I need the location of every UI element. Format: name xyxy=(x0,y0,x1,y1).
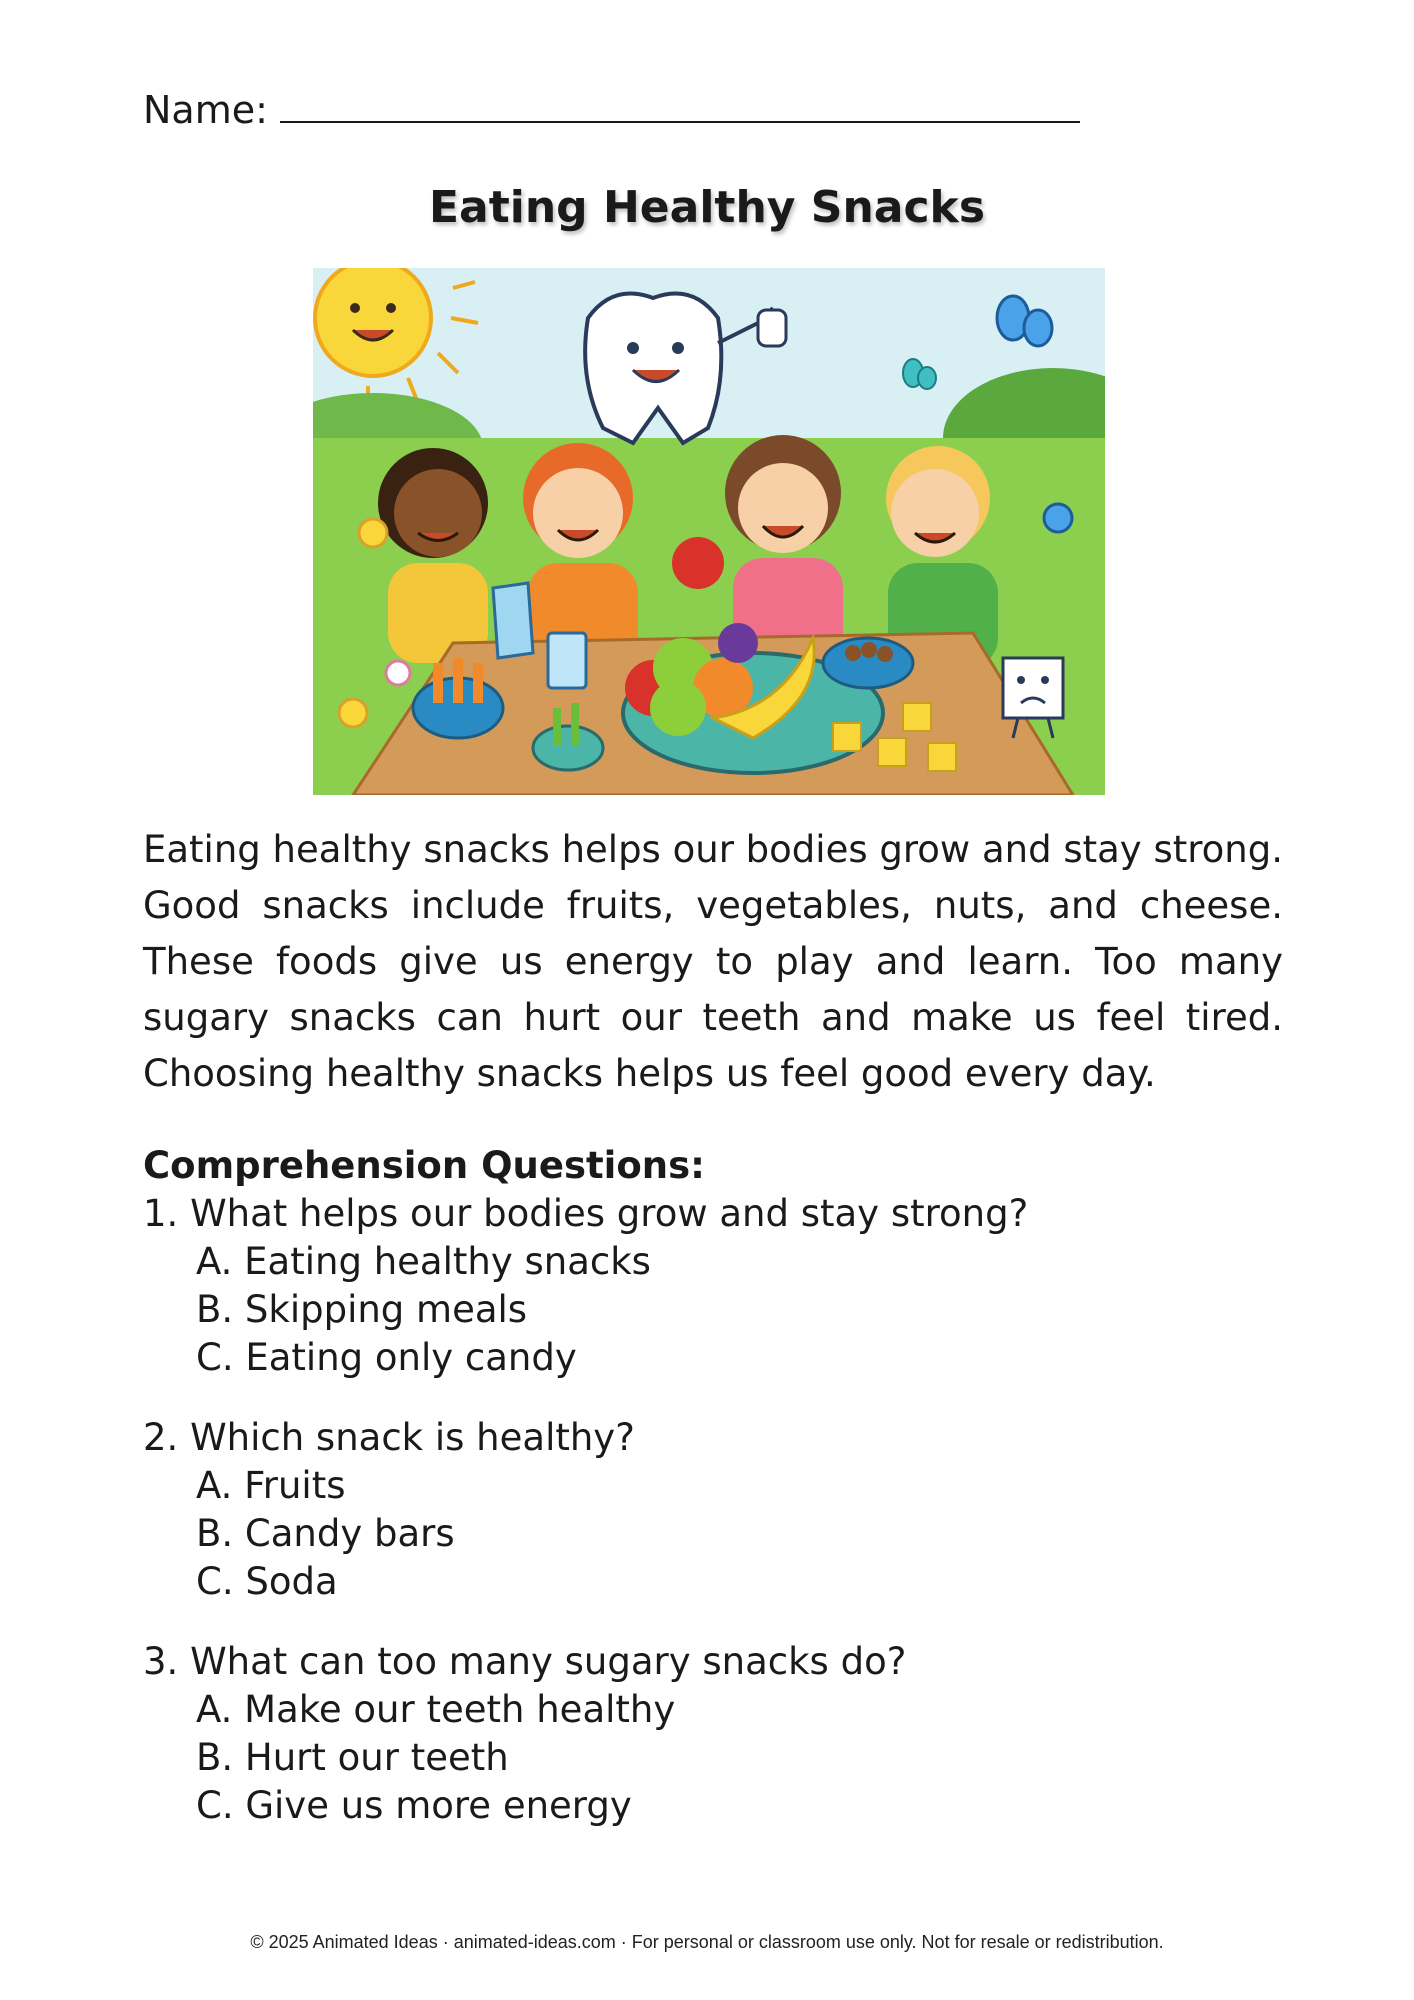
answer-option[interactable]: B. Candy bars xyxy=(196,1512,455,1555)
answer-option[interactable]: B. Skipping meals xyxy=(196,1288,528,1331)
name-blank-line[interactable] xyxy=(280,93,1080,123)
answer-option[interactable]: B. Hurt our teeth xyxy=(196,1736,509,1779)
question-text: 1. What helps our bodies grow and stay strong? xyxy=(143,1192,1029,1235)
nuts-bowl xyxy=(823,638,913,688)
question-text: 2. Which snack is healthy? xyxy=(143,1416,635,1459)
questions-heading: Comprehension Questions: xyxy=(143,1144,705,1187)
answer-option[interactable]: A. Eating healthy snacks xyxy=(196,1240,651,1283)
answer-option[interactable]: C. Give us more energy xyxy=(196,1784,632,1827)
answer-option[interactable]: C. Eating only candy xyxy=(196,1336,577,1379)
question-block-2 xyxy=(143,1414,1283,1606)
reading-passage: Eating healthy snacks helps our bodies grow and stay strong. Good snacks include fruits, vegetables, nuts, and cheese. These foods give us energy to play and learn. Too many sugary snacks can hurt our teeth and make us feel tired. Choosing healthy snacks helps us feel good every day. xyxy=(143,828,1283,1095)
answer-option[interactable]: A. Make our teeth healthy xyxy=(196,1688,676,1731)
name-field[interactable] xyxy=(143,88,1080,132)
name-label: Name: xyxy=(143,88,268,132)
answer-option[interactable]: A. Fruits xyxy=(196,1464,346,1507)
question-text: 3. What can too many sugary snacks do? xyxy=(143,1640,907,1683)
question-block-3 xyxy=(143,1638,1283,1830)
comprehension-questions xyxy=(143,1142,1283,1862)
answer-option[interactable]: C. Soda xyxy=(196,1560,338,1603)
copyright-footer: © 2025 Animated Ideas · animated-ideas.com · For personal or classroom use only. Not for resale or redistribution. xyxy=(250,1932,1164,1952)
healthy-snacks-illustration xyxy=(313,268,1105,795)
question-block-1 xyxy=(143,1190,1283,1382)
page-title: Eating Healthy Snacks xyxy=(428,182,986,233)
